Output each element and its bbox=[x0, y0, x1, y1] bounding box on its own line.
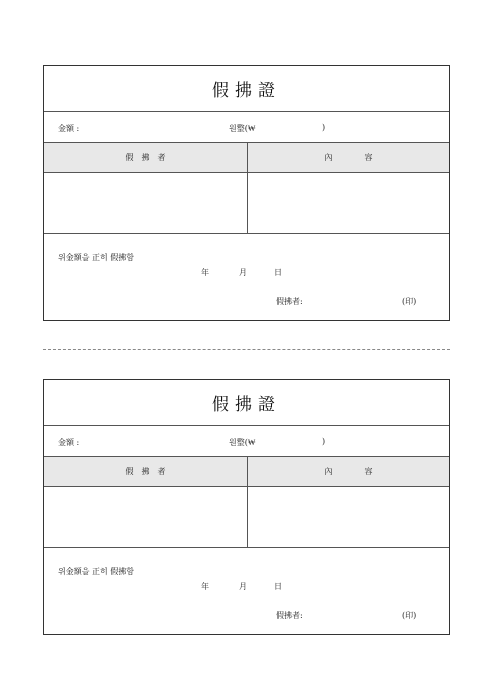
statement: 위金額을 正히 假拂함 bbox=[58, 253, 134, 262]
content-cell[interactable] bbox=[248, 173, 449, 233]
date-line bbox=[201, 267, 291, 277]
amount-unit: 원整(₩ bbox=[229, 124, 256, 133]
footer bbox=[44, 234, 449, 322]
table-body bbox=[44, 487, 449, 548]
table-header bbox=[44, 457, 449, 487]
receipt-title: 假拂證 bbox=[212, 395, 281, 415]
content-cell[interactable] bbox=[248, 487, 449, 547]
header-content: 內 容 bbox=[324, 467, 373, 476]
footer bbox=[44, 548, 449, 636]
cut-line bbox=[43, 349, 450, 350]
date-month: 月 bbox=[239, 582, 247, 591]
date-line bbox=[201, 581, 291, 591]
header-payee: 假 拂 者 bbox=[44, 143, 248, 172]
amount-close-paren: ) bbox=[322, 437, 326, 446]
signer-label: 假拂者: bbox=[276, 611, 303, 620]
receipt-form-top bbox=[43, 65, 450, 321]
date-year: 年 bbox=[201, 268, 209, 277]
amount-label: 金額 : bbox=[58, 438, 80, 447]
header-content: 內 容 bbox=[324, 153, 373, 162]
date-month: 月 bbox=[239, 268, 247, 277]
payee-cell[interactable] bbox=[44, 173, 248, 233]
receipt-title: 假拂證 bbox=[212, 81, 281, 101]
header-payee: 假 拂 者 bbox=[44, 457, 248, 486]
amount-row bbox=[44, 112, 449, 143]
table-body bbox=[44, 173, 449, 234]
date-year: 年 bbox=[201, 582, 209, 591]
seal-mark: (印) bbox=[402, 297, 417, 306]
receipt-form-bottom bbox=[43, 379, 450, 635]
amount-label: 金額 : bbox=[58, 124, 80, 133]
amount-row bbox=[44, 426, 449, 457]
statement: 위金額을 正히 假拂함 bbox=[58, 567, 134, 576]
seal-mark: (印) bbox=[402, 611, 417, 620]
amount-close-paren: ) bbox=[322, 123, 326, 132]
title-row bbox=[44, 380, 449, 426]
title-row bbox=[44, 66, 449, 112]
date-day: 日 bbox=[274, 268, 282, 277]
date-day: 日 bbox=[274, 582, 282, 591]
signer-label: 假拂者: bbox=[276, 297, 303, 306]
amount-unit: 원整(₩ bbox=[229, 438, 256, 447]
payee-cell[interactable] bbox=[44, 487, 248, 547]
table-header bbox=[44, 143, 449, 173]
